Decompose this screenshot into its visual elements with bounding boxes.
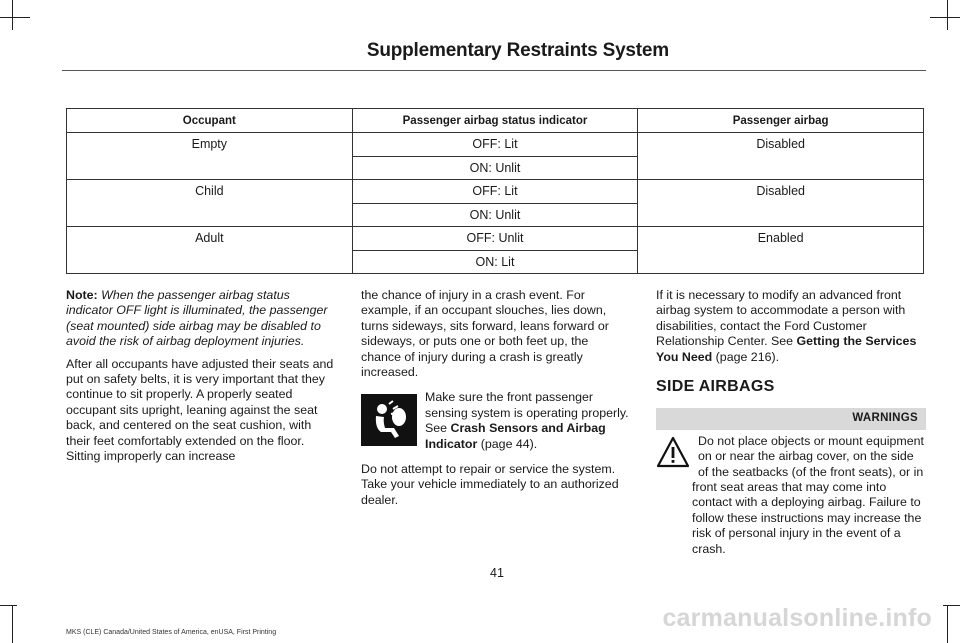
sensing-block bbox=[361, 390, 631, 452]
crash-sensors-link[interactable]: Crash Sensors and Airbag Indicator bbox=[425, 421, 606, 451]
indicator-cell: ON: Lit bbox=[352, 250, 638, 274]
injury-paragraph: the chance of injury in a crash event. For example, if an occupant slouches, lies down, turns sideways, sits forward, leans forward or sideways, or puts one or both feet up, the chance of injury during a crash is greatly increased. bbox=[361, 288, 609, 380]
crop-mark bbox=[12, 605, 13, 643]
repair-paragraph: Do not attempt to repair or service the system. Take your vehicle immediately to an authorized dealer. bbox=[361, 462, 619, 507]
crop-mark bbox=[930, 17, 960, 18]
occupant-cell: Empty bbox=[67, 133, 353, 180]
section-heading: SIDE AIRBAGS bbox=[656, 378, 775, 396]
indicator-cell: OFF: Lit bbox=[352, 180, 638, 204]
page-number: 41 bbox=[490, 566, 504, 580]
text-column-1 bbox=[66, 288, 336, 471]
disabilities-paragraph bbox=[656, 288, 926, 365]
indicator-cell: ON: Unlit bbox=[352, 156, 638, 180]
print-info: MKS (CLE) Canada/United States of America, enUSA, First Printing bbox=[66, 629, 277, 636]
table-header-row bbox=[67, 109, 924, 133]
seating-paragraph: After all occupants have adjusted their seats and put on safety belts, it is very important that they continue to sit properly. A properly seated occupant sits upright, leaning against the seat back, and centered on the seat cushion, with their feet comfortably extended on the floor. Sitting improperly can increase bbox=[66, 356, 334, 464]
occupant-cell: Adult bbox=[67, 227, 353, 274]
getting-services-link[interactable]: Getting the Services You Need bbox=[656, 334, 917, 364]
indicator-cell: ON: Unlit bbox=[352, 203, 638, 227]
header-indicator: Passenger airbag status indicator bbox=[352, 109, 638, 133]
airbag-cell: Disabled bbox=[638, 180, 924, 227]
sensing-page-ref: (page 44). bbox=[477, 436, 538, 451]
warning-block bbox=[656, 434, 926, 557]
airbag-status-table bbox=[66, 108, 924, 274]
crop-mark bbox=[947, 605, 948, 643]
note-paragraph bbox=[66, 288, 336, 350]
crop-mark bbox=[0, 17, 30, 18]
airbag-cell: Enabled bbox=[638, 227, 924, 274]
warning-triangle-icon bbox=[656, 436, 690, 468]
crop-mark bbox=[943, 605, 960, 606]
warnings-label: WARNINGS bbox=[852, 412, 918, 425]
text-column-3 bbox=[656, 288, 926, 564]
indicator-cell: OFF: Lit bbox=[352, 133, 638, 157]
table-row bbox=[67, 180, 924, 204]
page-title: Supplementary Restraints System bbox=[366, 40, 669, 61]
airbag-cell: Disabled bbox=[638, 133, 924, 180]
disabilities-text: If it is necessary to modify an advanced front airbag system to accommodate a person with disabilities, contact the Ford Customer Relationship Center. See bbox=[656, 288, 906, 349]
header-occupant: Occupant bbox=[67, 109, 353, 133]
occupant-cell: Child bbox=[67, 180, 353, 227]
text-column-2 bbox=[361, 288, 631, 515]
crop-mark bbox=[947, 0, 948, 30]
watermark: carmanualsonline.info bbox=[662, 604, 932, 632]
table-row bbox=[67, 133, 924, 157]
crop-mark bbox=[0, 605, 17, 606]
table-row bbox=[67, 227, 924, 251]
warnings-bar bbox=[656, 408, 926, 429]
passenger-airbag-icon bbox=[361, 394, 417, 446]
note-label: Note: bbox=[66, 288, 98, 302]
note-body: When the passenger airbag status indicator OFF light is illuminated, the passenger (seat mounted) side airbag may be disabled to avoid the risk of airbag deployment injuries. bbox=[66, 288, 328, 349]
warning-text: Do not place objects or mount equipment on or near the airbag cover, on the side of the seatbacks (of the front seats), or in front seat areas that may come into contact with a deploying airbag. Failure to follow these instructions may increase the risk of personal injury in the event of a crash. bbox=[692, 433, 924, 556]
header-airbag: Passenger airbag bbox=[638, 109, 924, 133]
crop-mark bbox=[12, 0, 13, 30]
disabilities-page-ref: (page 216). bbox=[712, 349, 780, 364]
indicator-cell: OFF: Unlit bbox=[352, 227, 638, 251]
sensing-text: Make sure the front passenger sensing system is operating properly. See bbox=[425, 390, 629, 436]
header-rule bbox=[62, 70, 926, 71]
